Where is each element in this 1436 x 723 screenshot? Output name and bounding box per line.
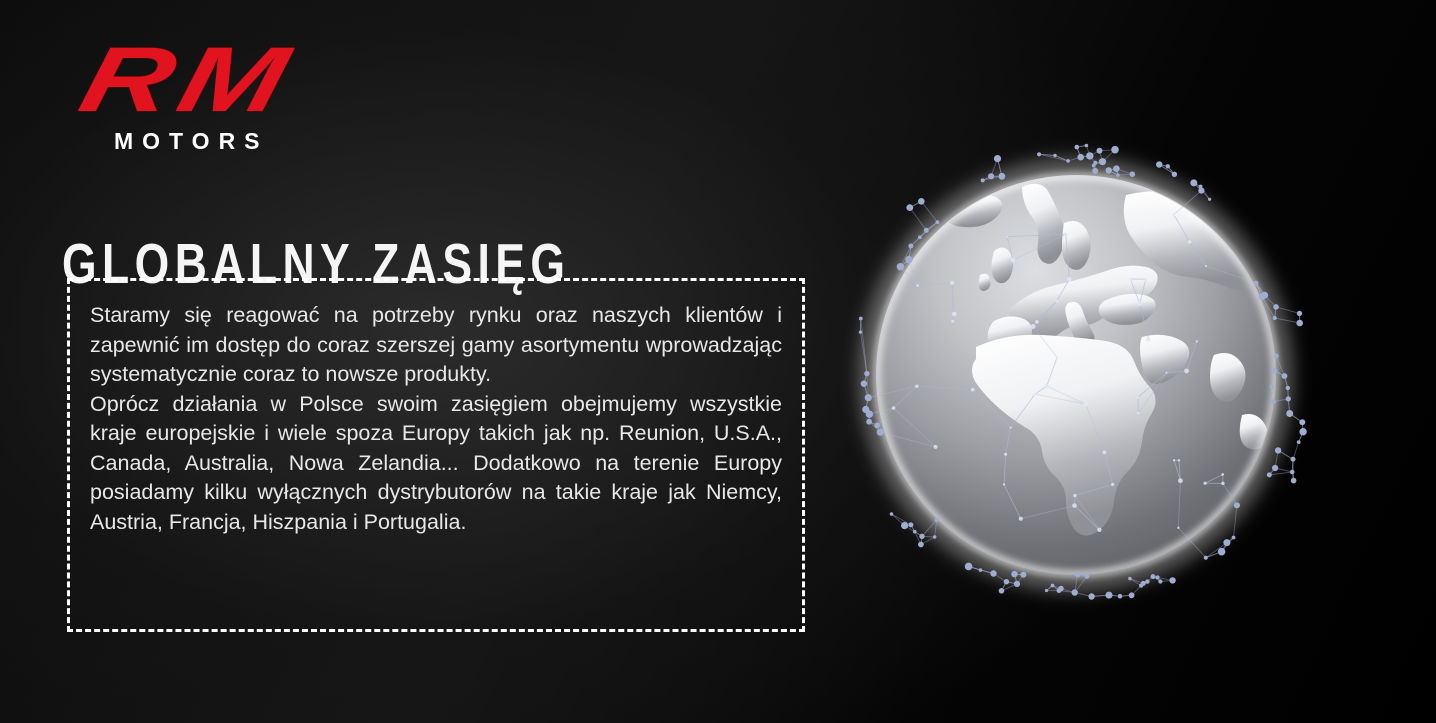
logo-motors-text: MOTORS bbox=[114, 128, 269, 154]
page-title: GLOBALNY ZASIĘG bbox=[62, 232, 571, 297]
about-paragraph-2: Oprócz działania w Polsce swoim zasięgiem obejmujemy wszystkie kraje europejskie i wiele spoza Europy takich jak np. Reunion, U.S.A., Canada, Australia, Nowa Zelandia... Dodatkowo na terenie Europy posiadamy kilku wyłącznych dystrybutorów na takie kraje jak Niemcy, Austria, Francja, Hiszpania i Portugalia. bbox=[90, 391, 782, 534]
rm-motors-logo bbox=[70, 29, 372, 155]
logo-rm-text: RM bbox=[70, 29, 306, 131]
globe-svg bbox=[826, 125, 1326, 625]
globe-network-graphic bbox=[826, 125, 1326, 625]
about-text-box bbox=[67, 278, 805, 632]
about-paragraph-1: Staramy się reagować na potrzeby rynku oraz naszych klientów i zapewnić im dostęp do coraz szerszej gamy asortymentu wprowadzając systematycznie coraz to nowsze produkty. bbox=[90, 303, 782, 386]
